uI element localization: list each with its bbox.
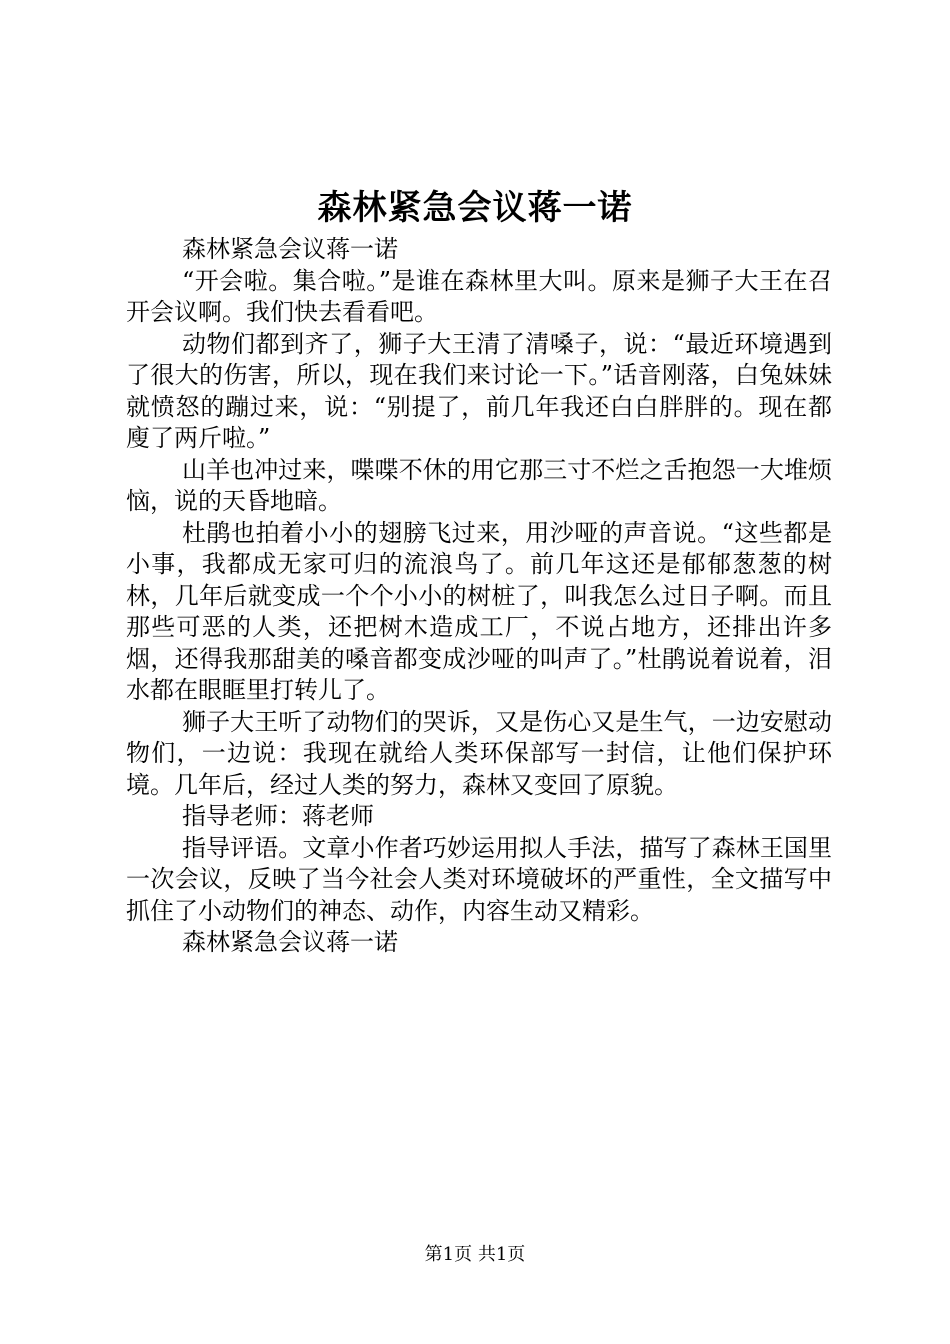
paragraph-5: 杜鹃也拍着小小的翅膀飞过来，用沙哑的声音说。“这些都是小事，我都成无家可归的流浪鸟了。前几年这还是郁郁葱葱的树林，几年后就变成一个个小小的树桩了，叫我怎么过日子啊。而且那些可恶的人类，还把树木造成工厂，不说占地方，还排出许多烟，还得我那甜美的嗓音都变成沙哑的叫声了。”杜鹃说着说着，泪水都在眼眶里打转儿了。 bbox=[126, 518, 832, 704]
document-title: 森林紧急会议蒋一诺 bbox=[317, 188, 633, 228]
paragraph-2: “开会啦。集合啦。”是谁在森林里大叫。原来是狮子大王在召开会议啊。我们快去看看吧。 bbox=[126, 266, 832, 326]
paragraph-6: 狮子大王听了动物们的哭诉，又是伤心又是生气，一边安慰动物们，一边说：我现在就给人类环保部写一封信，让他们保护环境。几年后，经过人类的努力，森林又变回了原貌。 bbox=[126, 707, 832, 799]
paragraph-1: 森林紧急会议蒋一诺 bbox=[182, 235, 398, 263]
paragraph-9: 森林紧急会议蒋一诺 bbox=[182, 928, 398, 956]
document-body bbox=[126, 234, 832, 959]
page-footer: 第1页 共1页 bbox=[424, 1244, 526, 1265]
paragraph-4: 山羊也冲过来，喋喋不休的用它那三寸不烂之舌抱怨一大堆烦恼，说的天昏地暗。 bbox=[126, 455, 832, 515]
paragraph-8: 指导评语。文章小作者巧妙运用拟人手法，描写了森林王国里一次会议，反映了当今社会人类对环境破坏的严重性，全文描写中抓住了小动物们的神态、动作，内容生动又精彩。 bbox=[126, 833, 832, 925]
paragraph-7: 指导老师：蒋老师 bbox=[182, 802, 374, 830]
paragraph-3: 动物们都到齐了，狮子大王清了清嗓子，说：“最近环境遇到了很大的伤害，所以，现在我们来讨论一下。”话音刚落，白兔妹妹就愤怒的蹦过来，说：“别提了，前几年我还白白胖胖的。现在都廋了两斤啦。” bbox=[126, 329, 832, 452]
